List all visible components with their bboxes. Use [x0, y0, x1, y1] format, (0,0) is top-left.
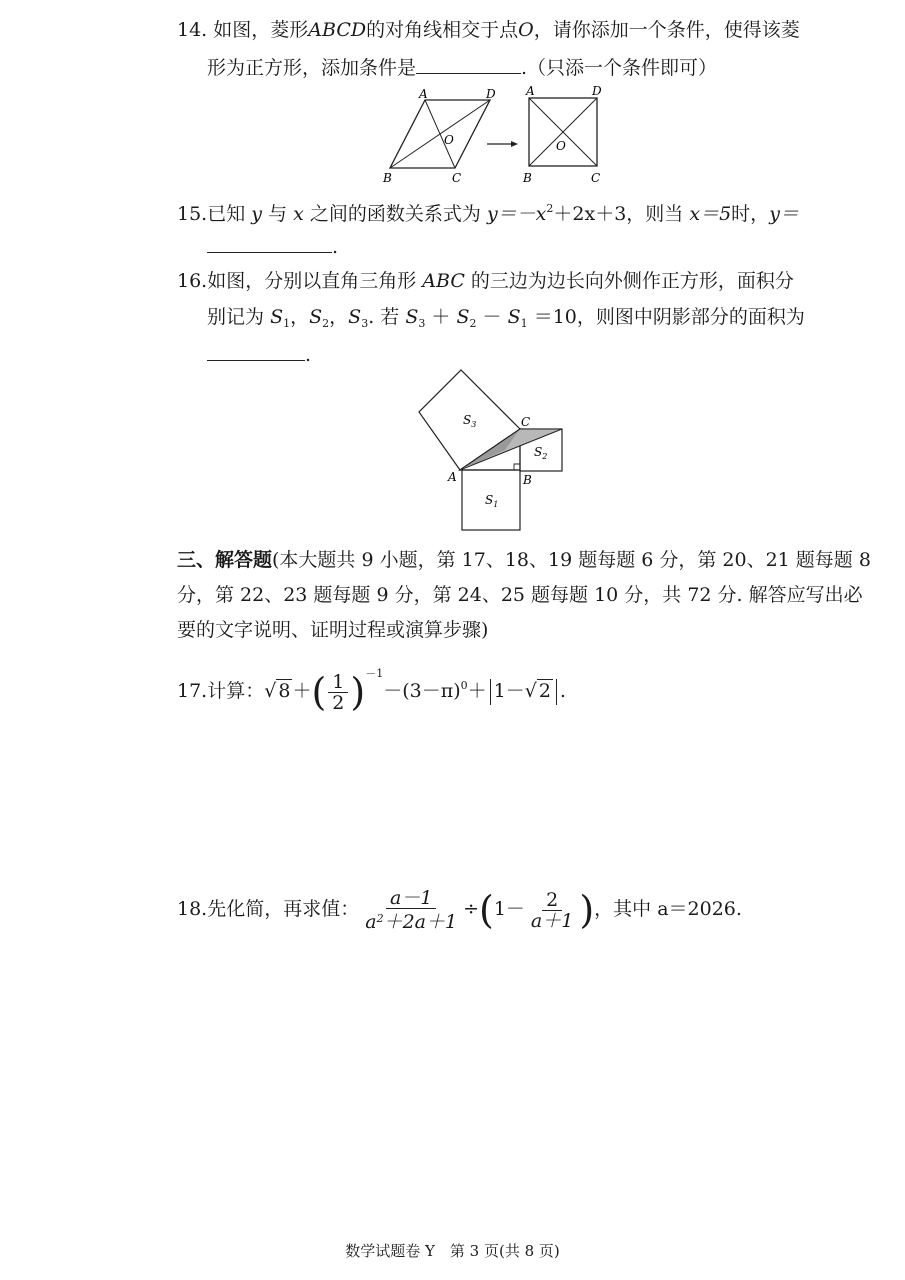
label-a: A	[448, 470, 457, 484]
sqrt-2: √ 2	[524, 680, 551, 702]
arrow-head	[511, 141, 518, 147]
label-c-left: C	[452, 171, 462, 185]
q16-figure	[410, 362, 580, 534]
label-o-left: O	[444, 133, 454, 147]
q18-number: 18.	[177, 898, 208, 920]
label-b-right: B	[523, 171, 532, 185]
fraction-half: $\frac{1}{2}$	[328, 672, 348, 713]
page-footer: 数学试题卷 Y 第 3 页(共 8 页)	[345, 1242, 560, 1260]
q14-answer-blank[interactable]	[416, 53, 521, 74]
section3-line2: 分，第 22、23 题每题 9 分，第 24、25 题每题 10 分，共 72 分. 解答应写出必	[177, 584, 863, 606]
section3-line3: 要的文字说明、证明过程或演算步骤)	[177, 619, 489, 641]
label-c: C	[521, 415, 531, 429]
right-angle-mark	[514, 464, 520, 470]
q15-line1: 15.已知 y 与 x 之间的函数关系式为 $y=-x^2+2x+3$，则当 x＝5时，y＝	[177, 202, 799, 225]
section3-line1: 三、解答题(本大题共 9 小题，第 17、18、19 题每题 6 分，第 20、21 题每题 8	[177, 549, 871, 571]
q15-answer-blank[interactable]	[207, 232, 332, 253]
fraction-1: $\frac{a-1}{a^2+2a+1}$	[365, 887, 458, 933]
q17-line: 17.计算：√ 8 ＋( $\frac{1}{2}$ )$^{-1}-(3-\pi)^0+ 1-√$ 2 .	[177, 646, 566, 719]
rhombus-diagonal-bd	[390, 100, 490, 168]
q16-answer-blank[interactable]	[207, 340, 305, 361]
section3-title: 三、解答题	[177, 549, 273, 571]
label-o-right: O	[556, 139, 566, 153]
q16-number: 16.	[177, 270, 208, 292]
q14-line2: 形为正方形，添加条件是 .（只添一个条件即可）	[207, 53, 717, 81]
label-b: B	[523, 473, 532, 487]
q16-line2: 别记为 $S_1$，$S_2$，$S_3$. 若 $S_3 + S_2 - S_1 =10$，则图中阴影部分的面积为	[207, 306, 805, 330]
label-d-right: D	[592, 86, 602, 98]
label-d-left: D	[486, 87, 496, 101]
q17-number: 17.	[177, 680, 208, 702]
q18-line: 18.先化简，再求值： $\frac{a-1}{a^2+2a+1}$ ÷(1－ $\frac{2}{a+1}$ )，其中 a＝2026.	[177, 887, 742, 933]
q15-number: 15.	[177, 203, 208, 225]
label-s1: $S_1$	[485, 493, 499, 509]
label-s3: $S_3$	[463, 413, 477, 429]
q14-number: 14.	[177, 19, 208, 41]
q16-line3: .	[207, 340, 311, 368]
sqrt-8: √ 8	[264, 680, 291, 702]
q14-figure	[380, 86, 610, 186]
fraction-2: $\frac{2}{a+1}$	[530, 888, 574, 932]
label-a-left: A	[419, 87, 428, 101]
label-b-left: B	[383, 171, 392, 185]
label-s2: $S_2$	[534, 445, 548, 461]
q14-line1: 14. 如图，菱形ABCD的对角线相交于点O，请你添加一个条件，使得该菱	[177, 19, 800, 41]
q16-line1: 16.如图，分别以直角三角形 ABC 的三边为边长向外侧作正方形，面积分	[177, 270, 794, 292]
q15-line2: .	[207, 232, 338, 260]
label-c-right: C	[591, 171, 601, 185]
label-a-right: A	[526, 86, 535, 98]
